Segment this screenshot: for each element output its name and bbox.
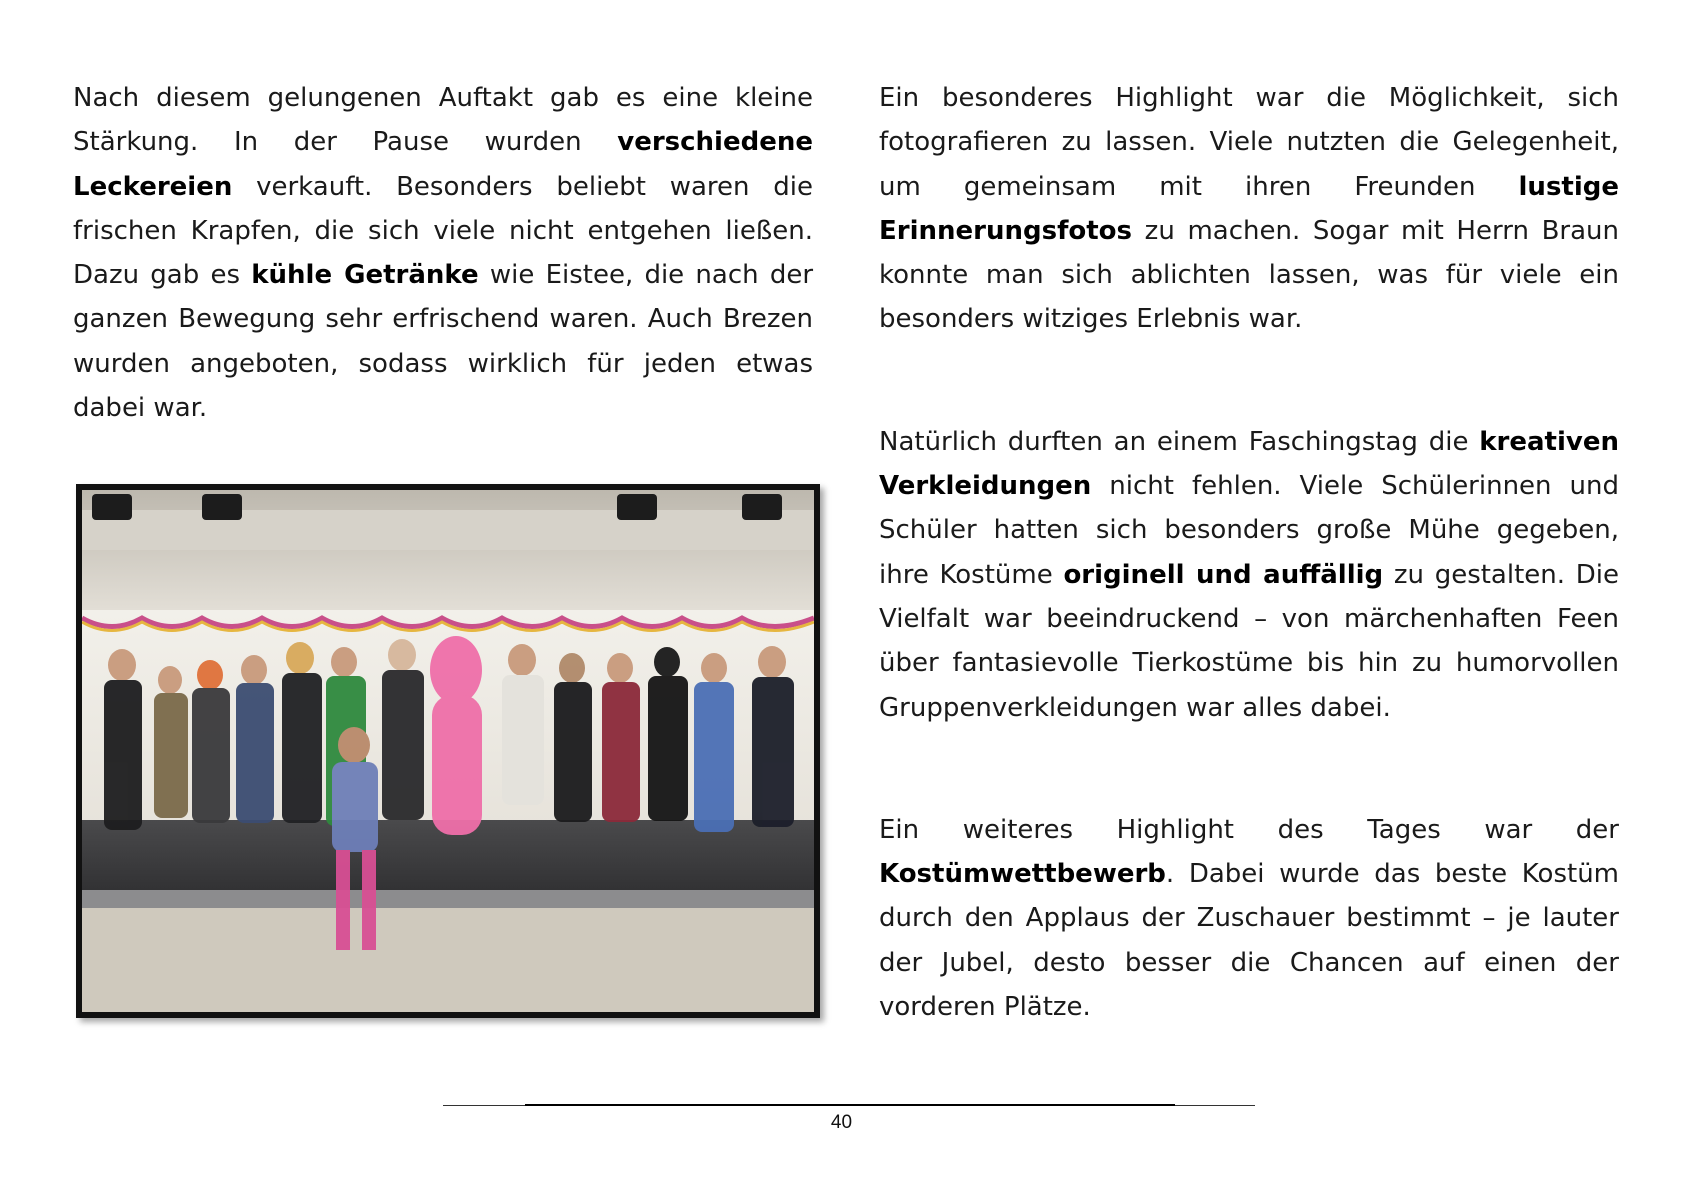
right-column (879, 76, 1619, 1029)
paragraph-refreshments: Nach diesem gelungenen Auftakt gab es eine kleine Stärkung. In der Pause wurden verschiedene Leckereien verkauft. Besonders beliebt waren die frischen Krapfen, die sich viele nicht entgehen ließen. Dazu gab es kühle Getränke wie Eistee, die nach der ganzen Bewegung sehr erfrischend waren. Auch Brezen wurden angeboten, sodass wirklich für jeden etwas dabei war. (73, 83, 814, 424)
bold-phrase: Kostümwettbewerb (879, 859, 1166, 890)
bold-phrase: verschiedene Leckereien (73, 127, 813, 202)
bold-phrase: kreativen Verkleidungen (879, 426, 1619, 502)
group-costume-photo (76, 484, 820, 1018)
bold-phrase: kühle Getränke (251, 260, 479, 291)
footer-rule-inner (525, 1104, 1175, 1106)
paragraph-contest: Ein weiteres Highlight des Tages war der Kostümwettbewerb. Dabei wurde das beste Kostüm durch den Applaus der Zuschauer bestimmt – je lauter der Jubel, desto besser die Chancen auf einen der vorderen Plätze. (879, 814, 1619, 1023)
bold-phrase: lustige Erinnerungsfotos (879, 171, 1619, 246)
page-number: 40 (830, 1112, 853, 1133)
paragraph-costumes: Natürlich durften an einem Faschingstag die kreativen Verkleidungen nicht fehlen. Viele Schülerinnen und Schüler hatten sich besonders große Mühe gegeben, ihre Kostüme originell und auffällig zu gestalten. Die Vielfalt war beeindruckend – von märchenhaften Feen über fantasievolle Tierkostüme bis hin zu humorvollen Gruppenverkleidungen war alles dabei. (879, 426, 1619, 723)
bold-phrase: originell und auffällig (1063, 559, 1384, 590)
paragraph-photos: Ein besonderes Highlight war die Möglichkeit, sich fotografieren zu lassen. Viele nutzten die Gelegenheit, um gemeinsam mit ihren Freunden lustige Erinnerungsfotos zu machen. Sogar mit Herrn Braun konnte man sich ablichten lassen, was für viele ein besonders witziges Erlebnis war. (879, 83, 1619, 335)
photo-illustration (82, 490, 814, 1012)
left-column (73, 76, 813, 430)
